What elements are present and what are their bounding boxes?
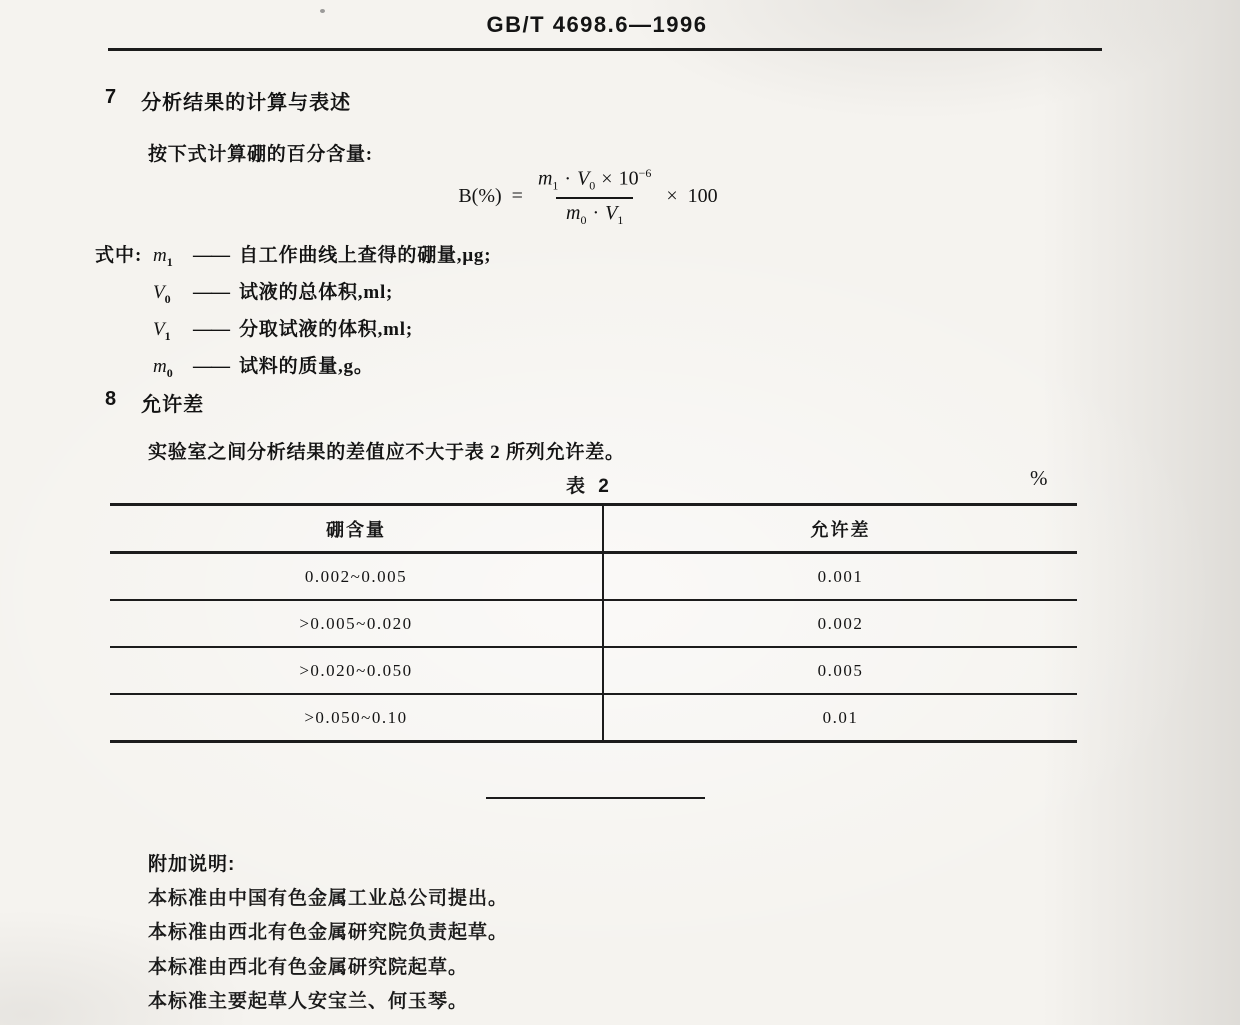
- boron-range-cell: >0.005~0.020: [110, 600, 603, 647]
- table-row: [110, 647, 1077, 694]
- tolerance-table: [110, 503, 1077, 743]
- column-header-boron-content: 硼含量: [110, 505, 603, 553]
- definition-symbol: $m_1$: [153, 245, 173, 269]
- end-of-text-divider: [486, 797, 705, 799]
- header-rule: [108, 48, 1102, 51]
- appendix-line: 本标准由西北有色金属研究院起草。: [148, 956, 469, 978]
- definition-dash: ——: [193, 356, 229, 377]
- formula-factor: 100: [687, 185, 718, 208]
- formula-equals: =: [511, 185, 523, 208]
- table-row: [110, 553, 1077, 601]
- definition-text: 试液的总体积,ml;: [239, 282, 394, 303]
- definition-text: 自工作曲线上查得的硼量,μg;: [239, 245, 492, 266]
- definition-symbol: $V_1$: [153, 319, 171, 343]
- definition-text: 分取试液的体积,ml;: [239, 319, 413, 340]
- section-8-number: 8: [105, 388, 118, 410]
- boron-percentage-formula: [0, 166, 1240, 228]
- formula-lhs: B(%): [458, 185, 502, 208]
- formula-intro-paragraph: 按下式计算硼的百分含量:: [148, 144, 373, 165]
- appendix-line: 本标准由中国有色金属工业总公司提出。: [148, 887, 509, 909]
- definition-symbol: $V_0$: [153, 282, 171, 306]
- appendix-line: 本标准主要起草人安宝兰、何玉琴。: [148, 991, 469, 1013]
- column-header-tolerance: 允许差: [603, 505, 1077, 553]
- definition-symbol: $m_0$: [153, 356, 173, 380]
- definition-text: 试料的质量,g。: [239, 356, 374, 377]
- formula-numerator: $m_1 \cdot V_0 \times 10^{-6}$: [537, 166, 652, 193]
- formula-times: ×: [666, 185, 678, 208]
- section-8-title: 允许差: [141, 394, 205, 416]
- boron-range-cell: >0.050~0.10: [110, 694, 603, 742]
- tolerance-cell: 0.002: [603, 600, 1077, 647]
- table-unit-percent: %: [1030, 466, 1048, 490]
- scan-artifact-dot: [320, 9, 325, 13]
- boron-range-cell: 0.002~0.005: [110, 553, 603, 601]
- table-row: [110, 694, 1077, 742]
- tolerance-cell: 0.005: [603, 647, 1077, 694]
- definition-line: [95, 351, 491, 388]
- section-7-heading: [105, 86, 351, 115]
- boron-range-cell: >0.020~0.050: [110, 647, 603, 694]
- definition-line: [95, 277, 491, 314]
- formula-variable-definitions: [95, 240, 491, 388]
- definition-dash: ——: [193, 245, 229, 266]
- section-7-title: 分析结果的计算与表述: [141, 92, 352, 114]
- appendix-notes: [148, 879, 508, 1017]
- table-row: [110, 600, 1077, 647]
- standard-code-header: GB/T 4698.6—1996: [486, 12, 708, 37]
- appendix-title: 附加说明:: [148, 854, 236, 875]
- formula-fraction: [533, 166, 656, 228]
- appendix-line: 本标准由西北有色金属研究院负责起草。: [148, 922, 509, 944]
- definition-lead: 式中:: [95, 245, 143, 266]
- formula-denominator: $m_0 \cdot V_1$: [556, 197, 633, 228]
- section-7-number: 7: [105, 86, 118, 108]
- definition-line: [95, 314, 491, 351]
- table-header-row: [110, 505, 1077, 553]
- definition-dash: ——: [193, 319, 229, 340]
- definition-line: [95, 240, 491, 277]
- definition-dash: ——: [193, 282, 229, 303]
- tolerance-cell: 0.001: [603, 553, 1077, 601]
- tolerance-cell: 0.01: [603, 694, 1077, 742]
- table-caption: 表 2: [566, 476, 613, 497]
- section-8-heading: [105, 388, 204, 417]
- tolerance-paragraph: 实验室之间分析结果的差值应不大于表 2 所列允许差。: [148, 442, 625, 463]
